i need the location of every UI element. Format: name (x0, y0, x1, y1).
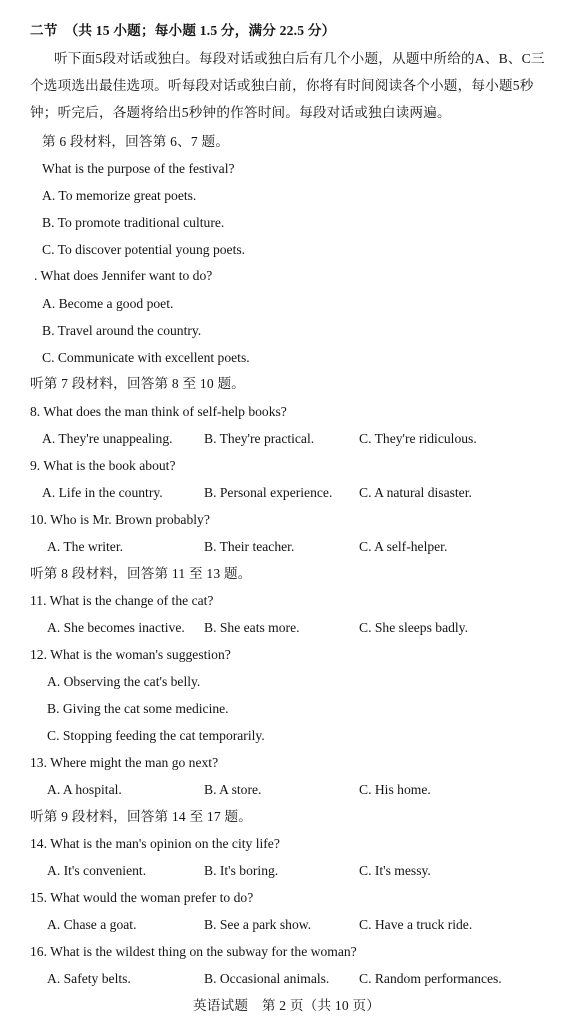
question-14-option-b: B. It's boring. (204, 863, 279, 878)
question-6-stem: What is the purpose of the festival? (42, 161, 235, 176)
question-11-option-a: A. She becomes inactive. (47, 620, 185, 635)
question-14-stem: 14. What is the man's opinion on the city life? (30, 836, 280, 851)
question-7-option-c: C. Communicate with excellent poets. (42, 350, 250, 365)
question-9-stem: 9. What is the book about? (30, 458, 176, 473)
question-13-option-b: B. A store. (204, 782, 262, 797)
question-14-option-c: C. It's messy. (359, 863, 431, 878)
question-8-option-a: A. They're unappealing. (42, 431, 173, 446)
question-9-option-b: B. Personal experience. (204, 485, 333, 500)
question-10-option-b: B. Their teacher. (204, 539, 295, 554)
question-10-stem: 10. Who is Mr. Brown probably? (30, 512, 210, 527)
group-intro-7: 听第 7 段材料，回答第 8 至 10 题。 (30, 376, 246, 391)
question-15-option-b: B. See a park show. (204, 917, 312, 932)
question-8-option-b: B. They're practical. (204, 431, 315, 446)
question-12-option-b: B. Giving the cat some medicine. (47, 701, 229, 716)
question-11-option-b: B. She eats more. (204, 620, 300, 635)
question-16-stem: 16. What is the wildest thing on the subway for the woman? (30, 944, 357, 959)
question-16-option-a: A. Safety belts. (47, 971, 131, 986)
question-13-option-c: C. His home. (359, 782, 431, 797)
page-footer: 英语试题 第 2 页（共 10 页） (192, 998, 381, 1013)
question-9-option-a: A. Life in the country. (42, 485, 163, 500)
question-6-option-b: B. To promote traditional culture. (42, 215, 225, 230)
question-7-option-b: B. Travel around the country. (42, 323, 202, 338)
question-11-stem: 11. What is the change of the cat? (30, 593, 214, 608)
question-10-option-c: C. A self-helper. (359, 539, 448, 554)
question-8-stem: 8. What does the man think of self-help books? (30, 404, 287, 419)
question-15-option-c: C. Have a truck ride. (359, 917, 473, 932)
section-header: 二节 （共 15 小题；每小题 1.5 分，满分 22.5 分） (30, 23, 336, 38)
question-9-option-c: C. A natural disaster. (359, 485, 472, 500)
question-16-option-b: B. Occasional animals. (204, 971, 330, 986)
section-instructions: 听下面5段对话或独白。每段对话或独白后有几个小题，从题中所给的A、B、C三个选项选出最佳选项。听每段对话或独白前，你将有时间阅读各个小题，每小题5秒钟；听完后，各题将给出5秒钟的作答时间。每段对话或独白读两遍。 (30, 51, 545, 120)
question-16-option-c: C. Random performances. (359, 971, 502, 986)
question-8-option-c: C. They're ridiculous. (359, 431, 477, 446)
question-15-stem: 15. What would the woman prefer to do? (30, 890, 254, 905)
group-intro-6: 第 6 段材料，回答第 6、7 题。 (42, 134, 230, 149)
question-7-option-a: A. Become a good poet. (42, 296, 174, 311)
question-6-option-c: C. To discover potential young poets. (42, 242, 246, 257)
question-13-stem: 13. Where might the man go next? (30, 755, 219, 770)
question-11-option-c: C. She sleeps badly. (359, 620, 468, 635)
question-12-option-c: C. Stopping feeding the cat temporarily. (47, 728, 265, 743)
question-6-option-a: A. To memorize great poets. (42, 188, 197, 203)
question-7-stem: . What does Jennifer want to do? (34, 268, 213, 283)
question-13-option-a: A. A hospital. (47, 782, 122, 797)
group-intro-9: 听第 9 段材料，回答第 14 至 17 题。 (30, 809, 253, 824)
question-15-option-a: A. Chase a goat. (47, 917, 137, 932)
question-10-option-a: A. The writer. (47, 539, 124, 554)
question-12-option-a: A. Observing the cat's belly. (47, 674, 201, 689)
question-12-stem: 12. What is the woman's suggestion? (30, 647, 231, 662)
question-14-option-a: A. It's convenient. (47, 863, 147, 878)
group-intro-8: 听第 8 段材料，回答第 11 至 13 题。 (30, 566, 252, 581)
